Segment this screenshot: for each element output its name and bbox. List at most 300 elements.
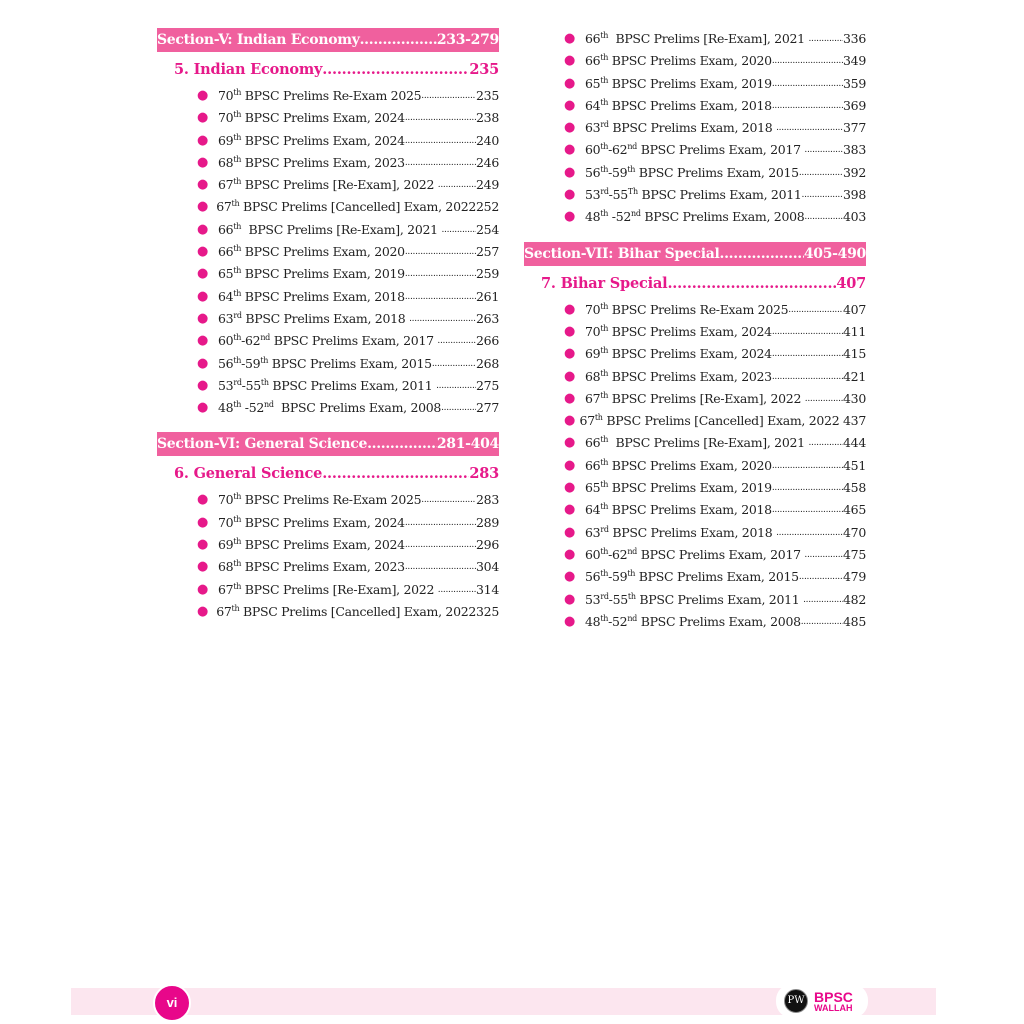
entry-page: 246: [476, 154, 499, 170]
entry-title: [585, 611, 801, 633]
entry-text: BPSC Prelims [Cancelled] Exam, 2022: [602, 413, 844, 429]
entry-page: 421: [843, 368, 866, 384]
entry-title: [218, 353, 432, 375]
entry-page: 277: [476, 400, 499, 416]
toc-entry[interactable]: [564, 432, 866, 454]
entry-page: 398: [843, 187, 866, 203]
dot-leader: [799, 162, 843, 184]
entry-text: BPSC Prelims [Re-Exam], 2022: [241, 177, 438, 193]
ordinal-suffix: th: [233, 581, 242, 591]
toc-entry[interactable]: [564, 321, 866, 343]
entry-text: BPSC Prelims [Re-Exam], 2021: [608, 31, 809, 46]
entry-page: 304: [476, 559, 499, 575]
toc-entry[interactable]: [564, 410, 866, 432]
ordinal-suffix: th: [600, 209, 609, 219]
bullet-icon: ●: [564, 75, 576, 91]
toc-entry[interactable]: [197, 85, 499, 107]
dot-leader: [405, 512, 476, 534]
entry-text: BPSC Prelims Exam, 2023: [241, 559, 405, 575]
bullet-icon: ●: [564, 524, 576, 540]
toc-entry[interactable]: [197, 130, 499, 152]
toc-entry[interactable]: [197, 286, 499, 308]
entry-number: 48: [585, 209, 601, 225]
entry-number-end: -59: [241, 355, 261, 371]
dot-leader: [799, 566, 843, 588]
entry-number: 48: [585, 613, 601, 629]
entry-page: 296: [476, 537, 499, 553]
chapter-page: 407: [836, 274, 866, 292]
bullet-icon: ●: [564, 120, 576, 136]
entry-page: 266: [476, 333, 499, 349]
dot-leader: [772, 343, 843, 365]
ordinal-suffix: th: [600, 390, 609, 400]
ordinal-suffix: th: [594, 413, 603, 422]
ordinal-suffix: th: [600, 346, 609, 356]
entry-page: 336: [843, 31, 866, 46]
dot-leader: [772, 499, 843, 521]
bullet-icon: ●: [197, 310, 209, 326]
entry-page: 235: [476, 88, 499, 103]
entry-title: [585, 95, 772, 117]
entry-title: [585, 139, 804, 161]
entry-page: 383: [843, 142, 866, 158]
entry-page: 437: [843, 413, 866, 429]
entry-title: [216, 196, 476, 218]
ordinal-suffix: th: [600, 368, 609, 378]
bpsc-wallah-logo: [776, 984, 868, 1018]
entry-number-end: -52: [608, 613, 628, 629]
entry-number-end: -52: [608, 209, 631, 225]
dot-leader: [405, 152, 476, 174]
entry-number-end: -59: [608, 164, 628, 180]
entry-number-end: -55: [608, 187, 628, 203]
entry-text: BPSC Prelims Exam, 2018: [241, 310, 410, 326]
entry-number: 69: [218, 537, 234, 553]
dot-leader: [405, 130, 476, 152]
toc-entry[interactable]: [564, 117, 866, 139]
ordinal-suffix: nd: [631, 209, 641, 219]
toc-entry[interactable]: [564, 611, 866, 633]
ordinal-suffix: th: [233, 243, 242, 253]
bullet-icon: ●: [197, 288, 209, 304]
toc-entry[interactable]: [564, 184, 866, 206]
entry-number: 63: [585, 120, 601, 136]
entry-title: [585, 432, 808, 454]
dot-leader: [720, 242, 804, 266]
entry-title: [580, 410, 843, 432]
dot-leader: [438, 174, 476, 196]
toc-entry[interactable]: [564, 566, 866, 588]
toc-entry[interactable]: [197, 241, 499, 263]
entry-number: 60: [585, 546, 601, 562]
entry-page: 479: [843, 569, 866, 585]
dot-leader: [772, 366, 843, 388]
chapter-page: 283: [469, 465, 499, 483]
entry-number: 66: [585, 53, 601, 69]
toc-entry[interactable]: [564, 162, 866, 184]
dot-leader: [409, 308, 476, 330]
dot-leader: [803, 589, 843, 611]
dot-leader: [772, 50, 843, 72]
entry-text: BPSC Prelims Exam, 2023: [241, 154, 405, 170]
ordinal-suffix: th: [233, 400, 242, 409]
ordinal-suffix: th: [233, 221, 242, 231]
dot-leader: [805, 388, 843, 410]
toc-entry[interactable]: [564, 477, 866, 499]
dot-leader: [801, 611, 843, 633]
ordinal-suffix: th: [233, 132, 242, 142]
ordinal-suffix: nd: [627, 613, 638, 623]
entry-title: [218, 130, 405, 152]
dot-leader: [772, 73, 843, 95]
entry-number: 60: [218, 333, 234, 349]
entry-number: 53: [585, 591, 601, 607]
spacer: [157, 419, 499, 432]
dot-leader: [437, 330, 476, 352]
entry-number: 56: [585, 569, 601, 585]
chapter-heading: [541, 272, 866, 296]
bullet-icon: ●: [197, 514, 209, 530]
entry-number: 67: [585, 390, 601, 406]
ordinal-suffix: th: [233, 514, 242, 524]
dot-leader: [804, 544, 843, 566]
entry-page: 430: [843, 390, 866, 406]
entry-page: 403: [843, 209, 866, 225]
toc-entry[interactable]: [197, 152, 499, 174]
bullet-icon: ●: [197, 355, 209, 371]
entry-text: BPSC Prelims Exam, 2019: [241, 266, 405, 282]
bullet-icon: ●: [197, 333, 209, 349]
entry-number: 68: [218, 559, 234, 575]
entry-page: 238: [476, 110, 499, 126]
dot-leader: [360, 28, 437, 52]
entry-number-end: -55: [241, 377, 261, 393]
entry-page: 475: [843, 546, 866, 562]
entry-text: BPSC Prelims Re-Exam 2025: [241, 492, 422, 508]
dot-leader: [436, 375, 476, 397]
dot-leader: [405, 241, 476, 263]
ordinal-suffix: th: [600, 479, 609, 489]
chapter-heading: [174, 462, 499, 486]
ordinal-suffix: th: [600, 53, 609, 63]
entry-page: 369: [843, 97, 866, 113]
ordinal-suffix: nd: [264, 400, 274, 409]
ordinal-suffix: rd: [600, 591, 609, 601]
entry-page: 482: [843, 591, 866, 607]
entry-number: 66: [585, 435, 601, 451]
entry-title: [218, 534, 405, 556]
dot-leader: [322, 462, 469, 486]
bullet-icon: ●: [564, 480, 576, 496]
entry-title: [218, 263, 405, 285]
entry-number: 56: [585, 164, 601, 180]
entry-title: [585, 366, 772, 388]
toc-entry[interactable]: [564, 299, 866, 321]
ordinal-suffix: th: [233, 177, 242, 187]
dot-leader: [438, 579, 476, 601]
entry-text: BPSC Prelims Exam, 2017: [637, 142, 805, 158]
entry-title: [218, 579, 438, 601]
bullet-icon: ●: [564, 323, 576, 339]
entry-text: BPSC Prelims Exam, 2011: [635, 591, 804, 607]
toc-entry[interactable]: [197, 263, 499, 285]
entry-number-end: -62: [241, 333, 261, 349]
toc-entry[interactable]: [564, 589, 866, 611]
entry-page: 289: [476, 514, 499, 530]
dot-leader: [322, 58, 469, 82]
bullet-icon: ●: [197, 400, 209, 416]
bullet-icon: ●: [564, 53, 576, 69]
bullet-icon: ●: [197, 88, 209, 103]
bullet-icon: ●: [197, 110, 209, 126]
ordinal-suffix: th: [600, 30, 609, 40]
entry-title: [218, 152, 405, 174]
toc-entry[interactable]: [197, 375, 499, 397]
entry-page: 259: [476, 266, 499, 282]
ordinal-suffix: th: [233, 110, 242, 120]
dot-leader: [432, 353, 476, 375]
entry-number: 69: [585, 346, 601, 362]
entry-number: 56: [218, 355, 234, 371]
entry-number: 68: [218, 154, 234, 170]
toc-entry[interactable]: [564, 28, 866, 50]
toc-entry[interactable]: [197, 512, 499, 534]
entry-text: BPSC Prelims Exam, 2024: [608, 346, 772, 362]
entry-title: [218, 330, 437, 352]
dot-leader: [788, 299, 843, 321]
entry-title: [585, 299, 788, 321]
bullet-icon: ●: [564, 569, 576, 585]
entry-number: 66: [585, 31, 601, 46]
entry-number: 67: [579, 413, 595, 429]
toc-entry[interactable]: [197, 353, 499, 375]
toc-entry[interactable]: [197, 330, 499, 352]
entry-number-end: -55: [608, 591, 628, 607]
entry-page: 392: [843, 164, 866, 180]
entry-title: [218, 375, 436, 397]
ordinal-suffix: th: [600, 569, 609, 579]
ordinal-suffix: nd: [627, 546, 638, 556]
entry-number: 69: [218, 132, 234, 148]
entry-page: 240: [476, 132, 499, 148]
entry-page: 249: [476, 177, 499, 193]
toc-entry[interactable]: [564, 139, 866, 161]
entry-page: 349: [843, 53, 866, 69]
ordinal-suffix: th: [231, 199, 240, 209]
chapter-heading: [174, 58, 499, 82]
bullet-icon: ●: [564, 31, 576, 46]
entry-text: BPSC Prelims Exam, 2019: [608, 75, 772, 91]
entry-page: 451: [843, 457, 866, 473]
dot-leader: [802, 184, 844, 206]
entry-text: BPSC Prelims Exam, 2024: [241, 110, 405, 126]
toc-entry[interactable]: [197, 489, 499, 511]
entry-title: [585, 477, 772, 499]
toc-entry[interactable]: [197, 397, 499, 419]
entry-text: BPSC Prelims Exam, 2011: [268, 377, 437, 393]
bullet-icon: ●: [197, 199, 209, 215]
section-header: [524, 242, 866, 266]
bullet-icon: ●: [197, 221, 209, 237]
entry-title: [585, 73, 772, 95]
entry-text: BPSC Prelims Exam, 2018: [608, 97, 772, 113]
ordinal-suffix: th: [231, 603, 240, 613]
toc-entry[interactable]: [564, 50, 866, 72]
entry-page: 257: [476, 244, 499, 260]
dot-leader: [804, 206, 843, 228]
chapter-title: 7. Bihar Special: [541, 274, 668, 292]
entry-title: [585, 28, 808, 50]
entry-number: 70: [218, 492, 234, 508]
ordinal-suffix: nd: [627, 142, 638, 152]
bullet-icon: ●: [564, 390, 576, 406]
entry-title: [218, 397, 441, 419]
bullet-icon: ●: [197, 244, 209, 260]
entry-page: 485: [843, 613, 866, 629]
toc-entry[interactable]: [197, 556, 499, 578]
entry-title: [218, 174, 438, 196]
dot-leader: [776, 117, 843, 139]
entry-title: [585, 117, 776, 139]
section-header: [157, 28, 499, 52]
dot-leader: [421, 85, 476, 107]
dot-leader: [804, 139, 843, 161]
entry-page: 325: [476, 603, 499, 619]
toc-entry[interactable]: [564, 522, 866, 544]
toc-entry[interactable]: [564, 544, 866, 566]
entry-title: [585, 184, 802, 206]
ordinal-suffix: th: [600, 546, 609, 556]
entry-number: 68: [585, 368, 601, 384]
toc-left-column: [157, 28, 499, 623]
entry-number: 67: [216, 603, 232, 619]
entry-page: 314: [476, 581, 499, 597]
ordinal-suffix: th: [600, 97, 609, 107]
section-pages: 281-404: [436, 436, 499, 453]
entry-page: 283: [476, 492, 499, 508]
bullet-icon: ●: [197, 154, 209, 170]
entry-number: 70: [218, 110, 234, 126]
dot-leader: [441, 397, 476, 419]
bullet-icon: ●: [197, 559, 209, 575]
toc-entry[interactable]: [197, 601, 499, 623]
dot-leader: [421, 489, 476, 511]
entry-text: BPSC Prelims [Re-Exam], 2021: [608, 435, 809, 451]
entry-number: 48: [218, 400, 234, 416]
entry-title: [585, 499, 772, 521]
ordinal-suffix: th: [233, 333, 242, 343]
entry-number: 66: [218, 221, 234, 237]
ordinal-suffix: th: [600, 613, 609, 623]
chapter-page: 235: [469, 61, 499, 78]
entry-number: 70: [585, 323, 601, 339]
entry-page: 359: [843, 75, 866, 91]
entry-title: [585, 589, 803, 611]
pw-logo-icon: PW: [784, 989, 808, 1013]
entry-text: BPSC Prelims Exam, 2015: [635, 569, 799, 585]
ordinal-suffix: th: [233, 536, 242, 546]
toc-entry[interactable]: [564, 499, 866, 521]
entry-text: BPSC Prelims Exam, 2018: [608, 502, 772, 518]
logo-line2: WALLAH: [814, 1002, 853, 1013]
entry-title: [218, 107, 405, 129]
entry-page: 407: [843, 301, 866, 317]
entry-title: [585, 544, 804, 566]
section-title: Section-V: Indian Economy: [157, 32, 360, 48]
toc-entry[interactable]: [197, 107, 499, 129]
toc-entry[interactable]: [197, 308, 499, 330]
ordinal-suffix: th: [627, 569, 636, 579]
entry-text: BPSC Prelims Exam, 2024: [241, 537, 405, 553]
entry-title: [218, 308, 409, 330]
entry-page: 415: [843, 346, 866, 362]
dot-leader: [441, 219, 476, 241]
entry-text: BPSC Prelims [Re-Exam], 2021: [241, 221, 442, 237]
ordinal-suffix: th: [600, 323, 609, 333]
toc-entry[interactable]: [564, 366, 866, 388]
bullet-icon: ●: [564, 346, 576, 362]
entry-number: 60: [585, 142, 601, 158]
toc-entry[interactable]: [197, 534, 499, 556]
toc-entry[interactable]: [197, 579, 499, 601]
toc-entry[interactable]: [197, 219, 499, 241]
entry-text: BPSC Prelims Exam, 2023: [608, 368, 772, 384]
entry-text: BPSC Prelims [Cancelled] Exam, 2022: [239, 603, 477, 619]
ordinal-suffix: rd: [600, 524, 609, 534]
toc-entry[interactable]: [197, 196, 499, 218]
entry-page: 444: [843, 435, 866, 451]
entry-title: [218, 489, 421, 511]
entry-text: BPSC Prelims Exam, 2020: [608, 457, 772, 473]
bullet-icon: ●: [564, 164, 576, 180]
dot-leader: [405, 107, 476, 129]
bullet-icon: ●: [197, 177, 209, 193]
entry-title: [218, 241, 405, 263]
entry-number: 53: [585, 187, 601, 203]
entry-title: [585, 522, 776, 544]
entry-number: 65: [585, 75, 601, 91]
entry-text: BPSC Prelims Exam, 2008: [637, 613, 801, 629]
entry-title: [218, 85, 421, 107]
toc-entry[interactable]: [564, 206, 866, 228]
entry-number-end: -62: [608, 546, 628, 562]
bullet-icon: ●: [564, 546, 576, 562]
toc-entry[interactable]: [564, 343, 866, 365]
entry-number: 53: [218, 377, 234, 393]
entry-page: 252: [476, 199, 499, 215]
bullet-icon: ●: [564, 187, 576, 203]
bullet-icon: ●: [564, 613, 576, 629]
section-title: Section-VI: General Science: [157, 436, 368, 453]
toc-entry[interactable]: [564, 95, 866, 117]
bullet-icon: ●: [564, 413, 576, 429]
bullet-icon: ●: [197, 537, 209, 553]
toc-entry[interactable]: [564, 455, 866, 477]
ordinal-suffix: th: [260, 377, 269, 387]
bullet-icon: ●: [564, 142, 576, 158]
ordinal-suffix: rd: [233, 310, 242, 320]
toc-entry[interactable]: [197, 174, 499, 196]
dot-leader: [405, 534, 476, 556]
toc-entry[interactable]: [564, 388, 866, 410]
entry-text: BPSC Prelims Exam, 2017: [270, 333, 438, 349]
toc-entry[interactable]: [564, 73, 866, 95]
entry-page: 263: [476, 310, 499, 326]
chapter-title: 6. General Science: [174, 465, 323, 483]
entry-number: 70: [218, 88, 234, 103]
entry-number: 67: [216, 199, 232, 215]
entry-number: 67: [218, 177, 234, 193]
